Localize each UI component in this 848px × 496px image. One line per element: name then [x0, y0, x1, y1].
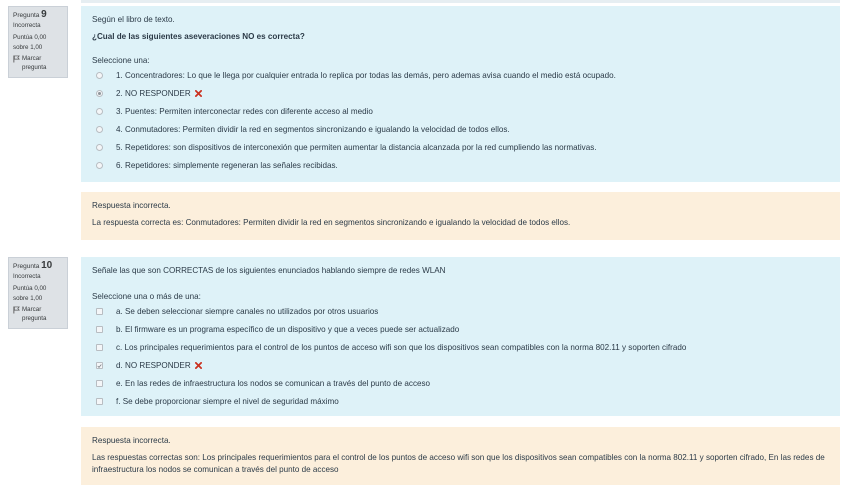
answer-label: 4. Conmutadores: Permiten dividir la red en segmentos sincronizando e igualando la velocidad de todos ellos.	[116, 125, 510, 135]
flag-icon	[13, 306, 20, 314]
question-state: Incorrecta	[13, 273, 41, 280]
checkbox[interactable]	[96, 380, 103, 387]
answer-option[interactable]	[92, 321, 829, 339]
flag-icon	[13, 55, 20, 63]
checkbox[interactable]	[96, 398, 103, 405]
radio-button[interactable]	[96, 144, 103, 151]
checkbox[interactable]	[96, 344, 103, 351]
answer-label: 6. Repetidores: simplemente regeneran las señales recibidas.	[116, 160, 338, 170]
incorrect-cross-icon	[195, 90, 202, 97]
flag-question-label: Marcar pregunta	[22, 55, 47, 71]
answer-label: 3. Puentes: Permiten interconectar redes con diferente acceso al medio	[116, 107, 373, 117]
answer-label: b. El firmware es un programa específico de un dispositivo y que a veces puede ser actualizado	[116, 325, 460, 335]
previous-question-edge	[81, 0, 840, 3]
question-state: Incorrecta	[13, 22, 41, 29]
check-mark-icon	[97, 363, 102, 369]
question-formulation-10	[81, 257, 840, 416]
question-grade-max: sobre 1,00	[13, 44, 43, 51]
answer-label: 5. Repetidores: son dispositivos de interconexión que permiten aumentar la distancia alcanzada por la red cumpliendo las normativas.	[116, 143, 597, 152]
answer-label: 2. NO RESPONDER	[116, 89, 191, 99]
feedback-title: Respuesta incorrecta.	[92, 201, 171, 210]
radio-button[interactable]	[96, 126, 103, 133]
answer-label: a. Se deben seleccionar siempre canales no utilizados por otros usuarios	[116, 307, 379, 317]
incorrect-cross-icon	[195, 362, 202, 369]
answer-label: c. Los principales requerimientos para el control de los puntos de acceso wifi son que los dispositivos sean compatibles con la norma 802.11 y soporten cifrado	[116, 343, 687, 353]
question-grade: Puntúa 0,00	[13, 34, 47, 41]
checkbox[interactable]	[96, 308, 103, 315]
answer-label: f. Se debe proporcionar siempre el nivel de seguridad máximo	[116, 396, 339, 406]
answer-option[interactable]	[92, 121, 829, 139]
question-grade-max: sobre 1,00	[13, 295, 43, 302]
question-feedback-10	[81, 427, 840, 485]
question-info-box-9	[8, 6, 68, 78]
answer-option[interactable]	[92, 139, 829, 157]
question-info-box-10	[8, 257, 68, 329]
radio-button[interactable]	[96, 108, 103, 115]
flag-question-button[interactable]	[13, 54, 63, 72]
answer-option[interactable]	[92, 339, 829, 357]
feedback-title: Respuesta incorrecta.	[92, 436, 171, 445]
feedback-correct-answer: Las respuestas correctas son: Los principales requerimientos para el control de los puntos de acceso wifi son que los dispositivos sean compatibles con la norma 802.11 y soporten cifrado, En las redes de infraestructura los nodos se comunican a través del punto de acceso	[92, 453, 825, 474]
radio-button[interactable]	[96, 72, 103, 79]
answer-option[interactable]	[92, 303, 829, 321]
checkbox[interactable]	[96, 326, 103, 333]
radio-button[interactable]	[96, 162, 103, 169]
answer-prompt: Seleccione una o más de una:	[92, 292, 201, 301]
answer-label: e. En las redes de infraestructura los nodos se comunican a través del punto de acceso	[116, 379, 431, 388]
answer-label: d. NO RESPONDER	[116, 361, 191, 371]
answer-option[interactable]	[92, 103, 829, 121]
answer-option[interactable]	[92, 85, 829, 103]
checkbox-checked[interactable]	[96, 362, 103, 369]
answer-list	[92, 67, 829, 174]
answer-prompt: Seleccione una:	[92, 56, 150, 65]
feedback-correct-answer: La respuesta correcta es: Conmutadores: Permiten dividir la red en segmentos sincronizando e igualando la velocidad de todos ellos.	[92, 218, 571, 227]
question-text-strong: ¿Cual de las siguientes aseveraciones NO es correcta?	[92, 32, 305, 41]
question-formulation-9	[81, 6, 840, 182]
radio-button-checked[interactable]	[96, 90, 103, 97]
answer-option[interactable]	[92, 375, 829, 393]
answer-option[interactable]	[92, 357, 829, 375]
answer-option[interactable]	[92, 67, 829, 85]
answer-option[interactable]	[92, 392, 829, 410]
question-grade: Puntúa 0,00	[13, 285, 47, 292]
answer-option[interactable]	[92, 156, 829, 174]
question-text: Señale las que son CORRECTAS de los siguientes enunciados hablando siempre de redes WLAN	[92, 266, 446, 275]
question-text: Según el libro de texto.	[92, 15, 175, 24]
answer-list	[92, 303, 829, 410]
question-feedback-9	[81, 192, 840, 240]
flag-question-button[interactable]	[13, 305, 63, 323]
flag-question-label: Marcar pregunta	[22, 306, 47, 322]
question-number: Pregunta 9	[13, 9, 47, 20]
question-number: Pregunta 10	[13, 260, 53, 271]
answer-label: 1. Concentradores: Lo que le llega por cualquier entrada lo replica por todas las demás, pero ademas avisa cuando el medio está ocupado.	[116, 71, 616, 81]
